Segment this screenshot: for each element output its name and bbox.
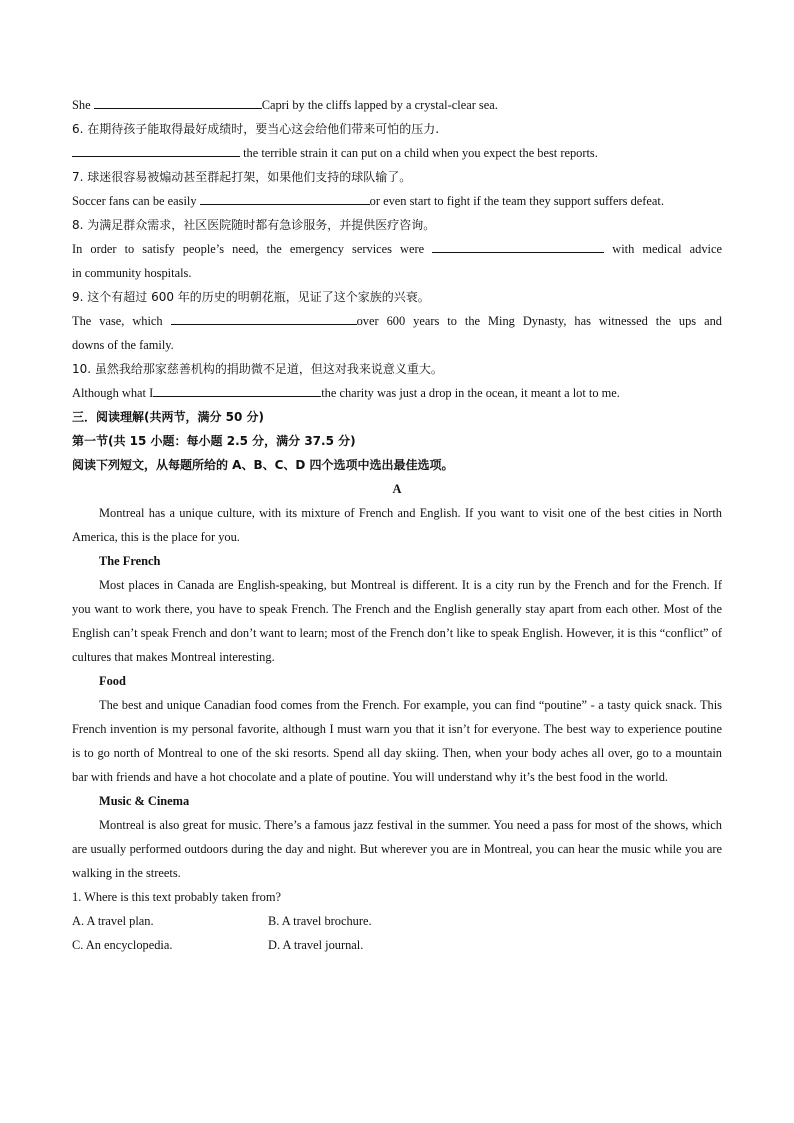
answer-blank[interactable] (72, 142, 240, 157)
item7-english: Soccer fans can be easily or even start to fight if the team they support suffers defeat. (72, 189, 722, 213)
options-row-1 (72, 909, 722, 933)
music-heading: Music & Cinema (99, 794, 190, 808)
option-b[interactable]: B. A travel brochure. (268, 914, 372, 928)
food-paragraph: The best and unique Canadian food comes from the French. For example, you can find “poutine” - a tasty quick snack. This French invention is my personal favorite, although I must warn you that it isn’t for everyone. The best way to experience poutine is to go north of Montreal to one of the ski resorts. Spend all day skiing. Then, when your body aches all over, go to a mountain bar with friends and have a hot chocolate and a plate of poutine. You will understand why it’s the best food in the world. (72, 698, 722, 784)
item9-english-cont: downs of the family. (72, 338, 174, 352)
item6-chinese: 6. 在期待孩子能取得最好成绩时，要当心这会给他们带来可怕的压力. (72, 122, 440, 136)
options-row-2 (72, 933, 722, 957)
music-paragraph: Montreal is also great for music. There’s a famous jazz festival in the summer. You need a pass for most of the shows, which are usually performed outdoors during the day and night. But wherever you are in Montreal, you can hear the music while you are walking in the streets. (72, 818, 722, 880)
item5-english: She Capri by the cliffs lapped by a crystal-clear sea. (72, 93, 722, 117)
item10-chinese: 10. 虽然我给那家慈善机构的捐助微不足道，但这对我来说意义重大。 (72, 362, 443, 376)
item8-english: In order to satisfy people’s need, the emergency services were with medical advice (72, 237, 722, 261)
item9-english: The vase, which over 600 years to the Ming Dynasty, has witnessed the ups and (72, 309, 722, 333)
french-heading: The French (99, 554, 161, 568)
exam-page (72, 93, 722, 957)
item8-english-cont: in community hospitals. (72, 266, 192, 280)
item9-chinese: 9. 这个有超过 600 年的历史的明朝花瓶，见证了这个家族的兴衰。 (72, 290, 430, 304)
item10-english: Although what I the charity was just a drop in the ocean, it meant a lot to me. (72, 381, 722, 405)
answer-blank[interactable] (171, 310, 357, 325)
answer-blank[interactable] (200, 190, 370, 205)
answer-blank[interactable] (94, 94, 262, 109)
option-a[interactable]: A. A travel plan. (72, 914, 154, 928)
question-stem: 1. Where is this text probably taken from? (72, 890, 281, 904)
option-d[interactable]: D. A travel journal. (268, 938, 364, 952)
item8-chinese: 8. 为满足群众需求，社区医院随时都有急诊服务，并提供医疗咨询。 (72, 218, 436, 232)
section-heading: 三．阅读理解(共两节，满分 50 分) (72, 410, 265, 424)
answer-blank[interactable] (153, 382, 321, 397)
answer-blank[interactable] (432, 238, 604, 253)
item6-english: the terrible strain it can put on a child when you expect the best reports. (72, 141, 722, 165)
french-paragraph: Most places in Canada are English-speaking, but Montreal is different. It is a city run by the French and for the French. If you want to work there, you have to speak French. The French and the English generally stay apart from each other. Most of the English can’t speak French and don’t want to learn; most of the French don’t like to speak English. However, it is this “conflict” of cultures that makes Montreal interesting. (72, 578, 722, 664)
option-c[interactable]: C. An encyclopedia. (72, 938, 173, 952)
item7-chinese: 7. 球迷很容易被煽动甚至群起打架，如果他们支持的球队输了。 (72, 170, 412, 184)
food-heading: Food (99, 674, 126, 688)
passage-intro: Montreal has a unique culture, with its mixture of French and English. If you want to visit one of the best cities in North America, this is the place for you. (72, 506, 722, 544)
part-heading: 第一节(共 15 小题：每小题 2.5 分，满分 37.5 分) (72, 434, 356, 448)
instruction: 阅读下列短文，从每题所给的 A、B、C、D 四个选项中选出最佳选项。 (72, 458, 454, 472)
passage-label: A (392, 482, 402, 496)
